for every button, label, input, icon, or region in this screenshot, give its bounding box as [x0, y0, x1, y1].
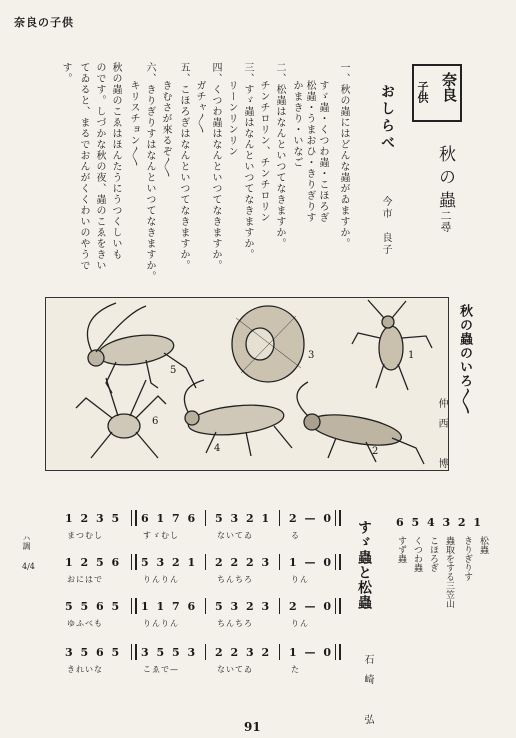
- bar-line: [131, 510, 137, 526]
- bar-line: [205, 510, 206, 526]
- score-lyric: ゆふべも: [67, 619, 103, 628]
- score-lyric: まつむし: [67, 531, 103, 540]
- title-box-small: 子供: [416, 81, 429, 103]
- score-row: [45, 512, 340, 540]
- bar-line: [205, 554, 206, 570]
- score-lyric: りんりん: [143, 619, 179, 628]
- insect-3: [232, 306, 304, 382]
- figure-label-3: 3: [308, 350, 315, 361]
- song-title: すゞ蟲と松蟲: [356, 520, 372, 610]
- score-lyric: た: [291, 665, 300, 674]
- article-line: きむさが來るぞ〳〵: [160, 80, 171, 178]
- score-measure: 1 2 3 5: [65, 512, 122, 525]
- insect-figure: [45, 297, 449, 471]
- legend-item: くつわ蟲: [412, 536, 422, 572]
- end-bar-line: [335, 554, 341, 570]
- score-measure: 1 — 0: [289, 556, 333, 569]
- score-row: [45, 600, 340, 628]
- score-measure: 2 — 0: [289, 600, 333, 613]
- score-measure: 1 2 5 6: [65, 556, 122, 569]
- bar-line: [279, 554, 280, 570]
- insect-illustration: [46, 298, 448, 470]
- end-bar-line: [335, 644, 341, 660]
- article-line: す。: [60, 62, 71, 84]
- score-measure: 1 — 0: [289, 646, 333, 659]
- insect-4: [184, 380, 292, 456]
- title-box-big: 奈良: [440, 72, 458, 102]
- article-line: 六、きりぎりすはなんといつてなきますか。: [144, 62, 155, 282]
- article-heading: 秋の蟲: [435, 145, 455, 214]
- score-measure: 6 1 7 6: [141, 512, 198, 525]
- song-author: 石崎 弘: [362, 654, 373, 734]
- insect-5: [87, 303, 196, 393]
- article-line: キリスチョン〳〵: [128, 80, 139, 167]
- article-author: 今市 良子: [380, 196, 391, 256]
- legend-item: こほろぎ: [428, 536, 438, 572]
- figure-label-2: 2: [372, 446, 379, 457]
- title-box: [412, 64, 462, 122]
- score-row: [45, 646, 340, 674]
- score-measure: 1 1 7 6: [141, 600, 198, 613]
- bar-line: [131, 554, 137, 570]
- bar-line: [205, 598, 206, 614]
- figure-label-4: 4: [214, 443, 221, 454]
- legend-item: きりぎりす: [462, 536, 472, 581]
- article-line: てゐると、まるでおんがくくわいのやうで: [78, 62, 89, 271]
- figure-label-5: 5: [170, 365, 177, 376]
- article-subtitle: おしらべ: [379, 84, 395, 152]
- score-measure: 5 5 6 5: [65, 600, 122, 613]
- article-line: チンチロリン、チンチロリン: [258, 80, 269, 223]
- score-measure: 2 2 2 3: [215, 556, 272, 569]
- article-line: リーンリンリン: [226, 80, 237, 157]
- score-measure: 3 5 6 5: [65, 646, 122, 659]
- page-number: 91: [244, 720, 261, 734]
- bar-line: [205, 644, 206, 660]
- score-measure: 2 — 0: [289, 512, 333, 525]
- article-line: 秋の蟲のこゑはほんたうにうつくしいも: [110, 62, 121, 260]
- article-line: 一、秋の蟲にはどんな蟲がゐますか。: [338, 62, 349, 249]
- article-line: ガチャ〳〵: [194, 80, 205, 134]
- score-lyric: りん: [291, 575, 309, 584]
- insect-2: [297, 382, 424, 464]
- score-measure: 5 3 2 1: [141, 556, 198, 569]
- score-lyric: すゞむし: [143, 531, 179, 540]
- running-header: 奈良の子供: [14, 16, 74, 29]
- score-lyric: ないてゐ: [217, 665, 253, 674]
- article-grade: 二尋: [439, 210, 452, 232]
- bar-line: [279, 598, 280, 614]
- score-lyric: こゑで—: [143, 665, 179, 674]
- score-lyric: おにはで: [67, 575, 103, 584]
- score-measure: 2 2 3 2: [215, 646, 272, 659]
- article-line: すゞ蟲・くつわ蟲・こほろぎ: [317, 80, 328, 223]
- score-lyric: きれいな: [67, 665, 103, 674]
- score-lyric: ちんちろ: [217, 619, 253, 628]
- score-measure: 3 5 5 3: [141, 646, 198, 659]
- legend-item: すず蟲: [396, 536, 406, 563]
- article-line: のです。しづかな秋の夜、蟲のこゑをきい: [94, 62, 105, 271]
- bar-line: [131, 598, 137, 614]
- song-time: 4/4: [22, 562, 35, 571]
- bar-line: [279, 510, 280, 526]
- bar-line: [279, 644, 280, 660]
- song-key: ハ調: [22, 534, 31, 550]
- score-measure: 5 3 2 1: [215, 512, 272, 525]
- scale-digits: 6 5 4 3 2 1: [396, 516, 484, 529]
- figure-author: 仲西 博: [436, 398, 447, 478]
- article-line: 四、くつわ蟲はなんといつてなきますか。: [210, 62, 221, 271]
- score-lyric: りんりん: [143, 575, 179, 584]
- article-line: かまきり・いなご: [291, 80, 302, 168]
- end-bar-line: [335, 598, 341, 614]
- score-lyric: ちんちろ: [217, 575, 253, 584]
- bar-line: [131, 644, 137, 660]
- article-line: 三、すゞ蟲はなんといつてなきますか。: [242, 62, 253, 260]
- legend-item: 松蟲: [478, 536, 488, 554]
- figure-label-6: 6: [152, 416, 159, 427]
- score-lyric: りん: [291, 619, 309, 628]
- end-bar-line: [335, 510, 341, 526]
- article-line: 松蟲・うまおひ・きりぎりす: [304, 80, 315, 223]
- figure-caption: 秋の蟲のいろ〳〵: [457, 304, 472, 415]
- article-line: 二、松蟲はなんといつてなきますか。: [274, 62, 285, 249]
- legend-item: 蟲取をする三笠山: [444, 536, 454, 608]
- article-line: 五、こほろぎはなんといつてなきますか。: [178, 62, 189, 271]
- score-row: [45, 556, 340, 584]
- score-measure: 5 3 2 3: [215, 600, 272, 613]
- insect-1: [352, 300, 432, 390]
- score-lyric: ないてゐ: [217, 531, 253, 540]
- figure-label-1: 1: [408, 350, 415, 361]
- score-lyric: る: [291, 531, 300, 540]
